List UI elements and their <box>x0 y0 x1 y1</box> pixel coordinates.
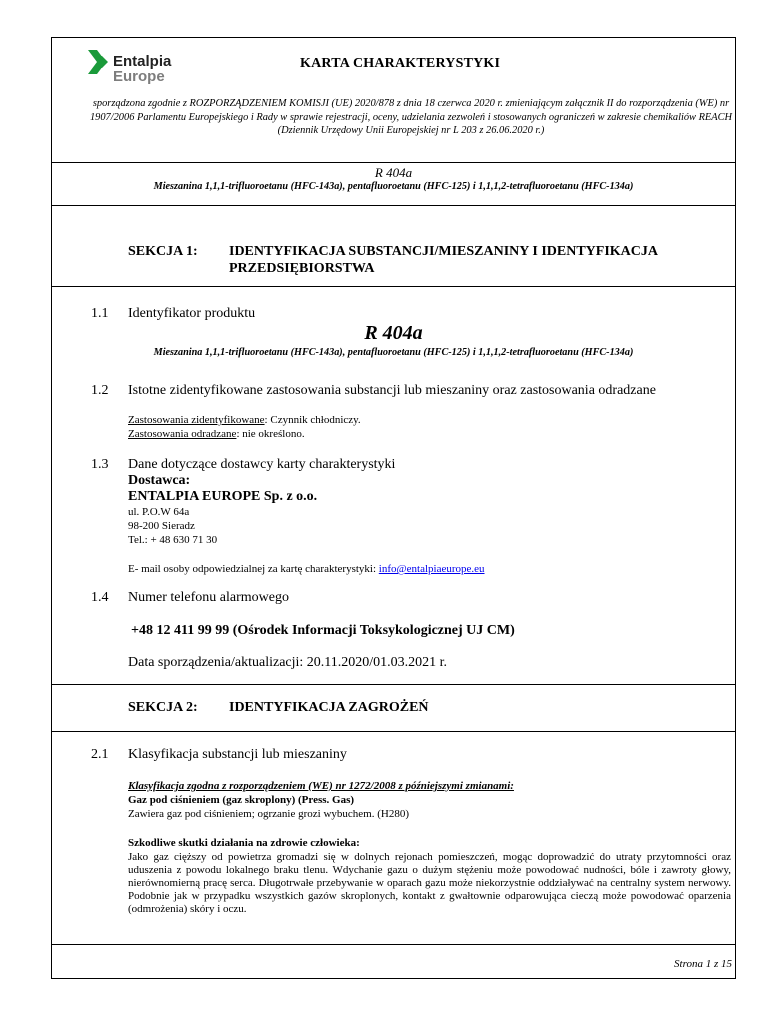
product-ref-name: R 404a <box>374 165 413 180</box>
divider <box>51 286 736 287</box>
subsection-1-3-title: Dane dotyczące dostawcy karty charakterystyki <box>128 457 396 472</box>
divider <box>51 162 736 163</box>
identified-uses-value: : Czynnik chłodniczy. <box>264 414 361 426</box>
email-link[interactable]: info@entalpiaeurope.eu <box>378 563 485 575</box>
divider <box>51 944 736 945</box>
section-1-number: SEKCJA 1: <box>128 244 198 259</box>
subsection-1-4-title: Numer telefonu alarmowego <box>128 590 289 605</box>
company-logo <box>88 50 188 90</box>
identified-uses <box>128 414 361 427</box>
classification-heading: Klasyfikacja zgodna z rozporządzeniem (WE) nr 1272/2008 z późniejszymi zmianami: <box>128 780 514 792</box>
revision-date: Data sporządzenia/aktualizacji: 20.11.2020/01.03.2021 r. <box>128 655 448 670</box>
section-2-number: SEKCJA 2: <box>128 700 198 715</box>
document-title: KARTA CHARAKTERYSTYKI <box>300 56 501 71</box>
logo-arrow-icon <box>88 50 110 74</box>
emergency-phone: +48 12 411 99 99 (Ośrodek Informacji Toksykologicznej UJ CM) <box>131 623 515 638</box>
regulation-note: sporządzona zgodnie z ROZPORZĄDZENIEM KOMISJI (UE) 2020/878 z dnia 18 czerwca 2020 r. zmieniającym załącznik II do rozporządzenia (WE) nr 1907/2006 Parlamentu Europejskiego i Rady w sprawie rejestracji, oceny, udzielania zezwoleń i stosowanych ograniczeń w zakresie chemikaliów REACH (Dziennik Urzędowy Unii Europejskiej nr L 203 z 26.06.2020 r.) <box>89 98 733 137</box>
supplier-label: Dostawca: <box>128 473 191 488</box>
health-effects-heading: Szkodliwe skutki działania na zdrowie człowieka: <box>128 837 360 849</box>
divider <box>51 684 736 685</box>
subsection-2-1-number: 2.1 <box>91 747 109 762</box>
supplier-phone: Tel.: + 48 630 71 30 <box>128 534 218 546</box>
logo-word-secondary: Europe <box>113 68 165 85</box>
subsection-1-4-number: 1.4 <box>91 590 109 605</box>
health-effects-text: Jako gaz cięższy od powietrza gromadzi się w dolnych rejonach pomieszczeń, mogąc doprowadzić do utraty przytomności oraz uduszenia z powodu lokalnego braku tlenu. Wdychanie gazu o dużym stężeniu może powodować nudności, bóle i zawroty głowy, nierównomierną pracę serca. Długotrwałe przebywanie w oparach gazu może niekorzystnie oddziaływać na centralny system nerwowy. Podobnie jak w przypadku wszystkich gazów skroplonych, kontakt z gwałtownie odparowująca cieczą może powodować oparzenia (odmrożenia) skóry i oczu. <box>128 851 731 915</box>
subsection-1-2-title: Istotne zidentyfikowane zastosowania substancji lub mieszaniny oraz zastosowania odradzane <box>128 383 656 398</box>
advised-uses-label: Zastosowania odradzane <box>128 428 237 440</box>
hazard-class: Gaz pod ciśnieniem (gaz skroplony) (Press. Gas) <box>128 794 355 806</box>
advised-uses-value: : nie określono. <box>236 428 305 440</box>
subsection-1-3-number: 1.3 <box>91 457 109 472</box>
subsection-1-1-title: Identyfikator produktu <box>128 306 256 321</box>
subsection-2-1-title: Klasyfikacja substancji lub mieszaniny <box>128 747 347 762</box>
supplier-city: 98-200 Sieradz <box>128 520 195 532</box>
logo-word-primary: Entalpia <box>113 53 172 70</box>
advised-against-uses <box>128 428 305 441</box>
responsible-email <box>128 563 485 576</box>
divider <box>51 205 736 206</box>
hazard-statement: Zawiera gaz pod ciśnieniem; ogrzanie grozi wybuchem. (H280) <box>128 808 410 820</box>
divider <box>51 731 736 732</box>
email-label: E- mail osoby odpowiedzialnej za kartę charakterystyki: <box>128 563 379 575</box>
subsection-1-2-number: 1.2 <box>91 383 109 398</box>
supplier-street: ul. P.O.W 64a <box>128 506 190 518</box>
page-number: Strona 1 z 15 <box>674 958 732 970</box>
product-name: R 404a <box>364 322 423 344</box>
product-ref-full: Mieszanina 1,1,1-trifluoroetanu (HFC-143a), pentafluoroetanu (HFC-125) i 1,1,1,2-tetrafluoroetanu (HFC-134a) <box>153 181 634 192</box>
identified-uses-label: Zastosowania zidentyfikowane <box>128 414 265 426</box>
section-1-title-line1: IDENTYFIKACJA SUBSTANCJI/MIESZANINY I IDENTYFIKACJA <box>229 244 659 259</box>
section-1-title-line2: PRZEDSIĘBIORSTWA <box>229 261 375 276</box>
section-2-title: IDENTYFIKACJA ZAGROŻEŃ <box>229 700 429 715</box>
supplier-company: ENTALPIA EUROPE Sp. z o.o. <box>128 489 318 504</box>
product-full-name: Mieszanina 1,1,1-trifluoroetanu (HFC-143a), pentafluoroetanu (HFC-125) i 1,1,1,2-tetrafluoroetanu (HFC-134a) <box>153 347 634 358</box>
subsection-1-1-number: 1.1 <box>91 306 109 321</box>
